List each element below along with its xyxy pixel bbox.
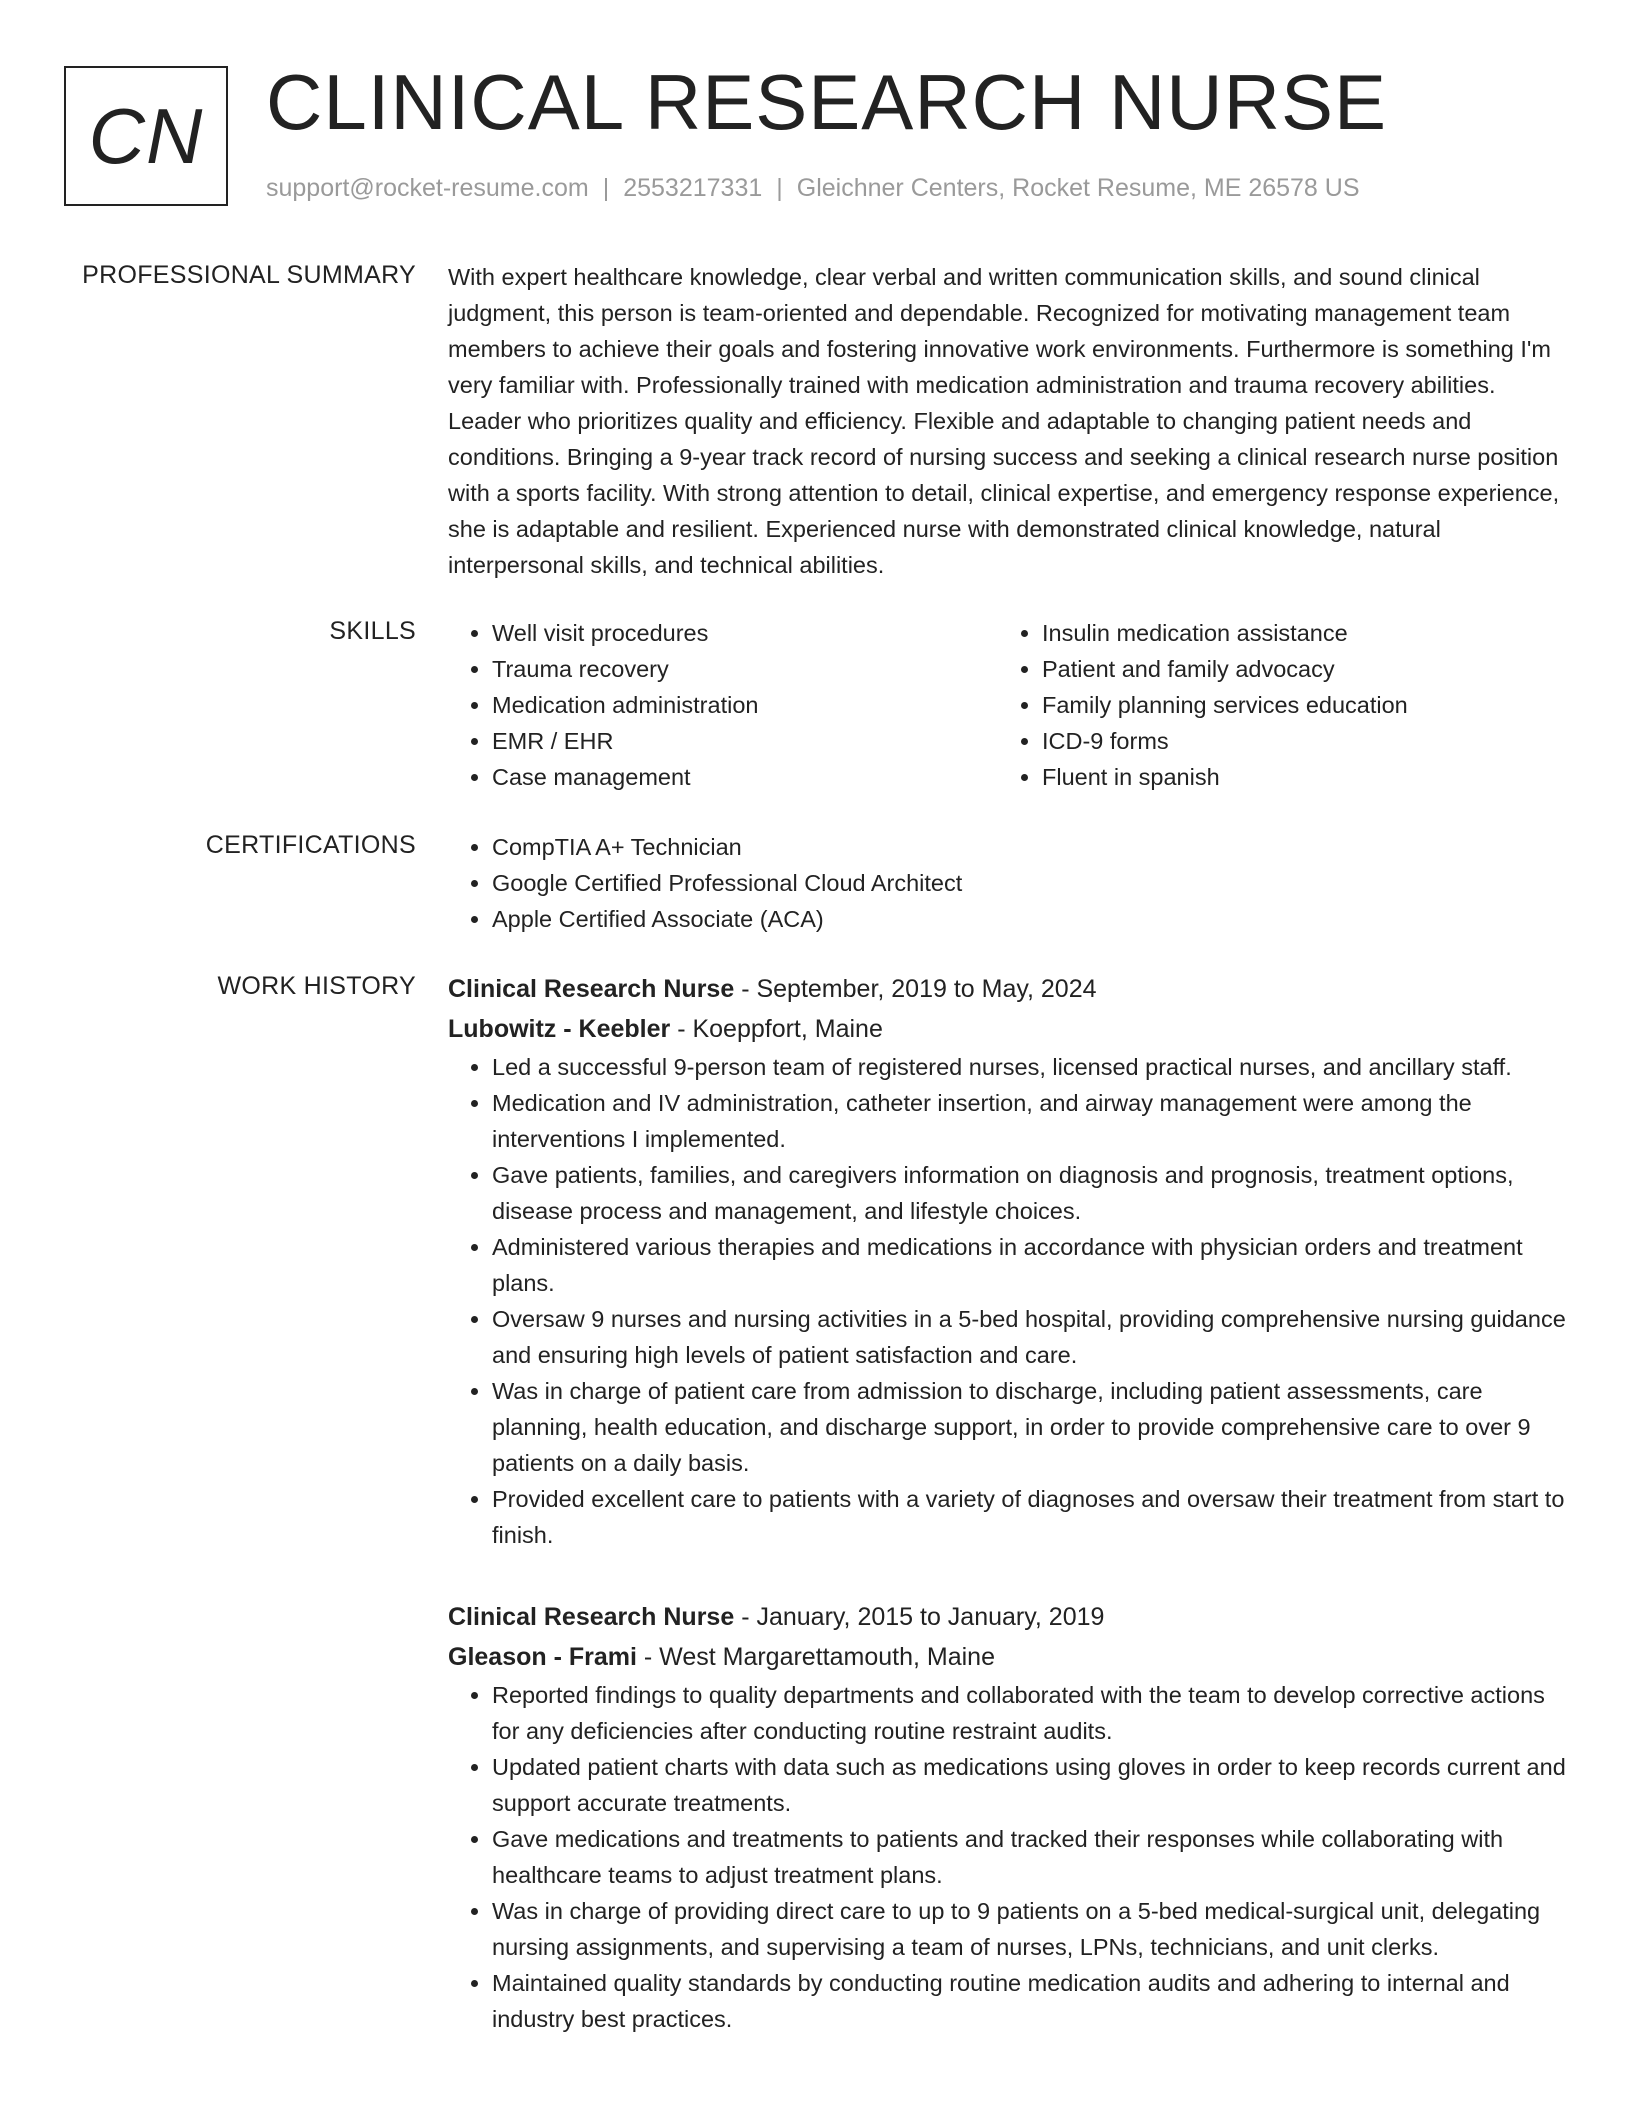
contact-phone[interactable]: 2553217331 [623,174,763,202]
job-bullet: • Updated patient charts with data such as medications using gloves in order to keep records current and support accurate treatments. [492,1749,1570,1821]
skill-item: • Well visit procedures [492,615,998,651]
job-bullets [448,1677,1570,2037]
job-bullet: • Led a successful 9-person team of registered nurses, licensed practical nurses, and ancillary staff. [492,1049,1570,1085]
job-employer: Lubowitz - Keebler [448,1015,671,1043]
skill-item: • Medication administration [492,687,998,723]
certification-item: • Apple Certified Associate (ACA) [492,901,1570,937]
job-bullet: • Oversaw 9 nurses and nursing activities in a 5-bed hospital, providing comprehensive nursing guidance and ensuring high levels of patient satisfaction and care. [492,1301,1570,1373]
job-employer: Gleason - Frami [448,1643,637,1671]
job-employer-line [448,1009,1570,1049]
summary-text: With expert healthcare knowledge, clear verbal and written communication skills, and sound clinical judgment, this person is team-oriented and dependable. Recognized for motivating management team members to achieve their goals and fostering innovative work environments. Furthermore is something I'm very familiar with. Professionally trained with medication administration and trauma recovery abilities. Leader who prioritizes quality and efficiency. Flexible and adaptable to changing patient needs and conditions. Bringing a 9-year track record of nursing success and seeking a clinical research nurse position with a sports facility. With strong attention to detail, clinical expertise, and emergency response experience, she is adaptable and resilient. Experienced nurse with demonstrated clinical knowledge, natural interpersonal skills, and technical abilities. [448,264,1560,578]
certifications-list [448,829,1570,937]
contact-address: Gleichner Centers, Rocket Resume, ME 26578 US [796,174,1360,202]
job-bullet: • Reported findings to quality departments and collaborated with the team to develop corrective actions for any deficiencies after conducting routine restraint audits. [492,1677,1570,1749]
skills-body [448,615,1570,795]
job-bullet: • Gave medications and treatments to patients and tracked their responses while collaborating with healthcare teams to adjust treatment plans. [492,1821,1570,1893]
job-entry [448,969,1570,1553]
certification-item: • CompTIA A+ Technician [492,829,1570,865]
skill-item: • Insulin medication assistance [1042,615,1558,651]
section-label-skills: SKILLS [329,617,416,645]
work-history-body [448,969,1570,2037]
job-bullet: • Medication and IV administration, catheter insertion, and airway management were among the interventions I implemented. [492,1085,1570,1157]
certification-item: • Google Certified Professional Cloud Architect [492,865,1570,901]
summary-body [448,259,1570,583]
section-label-work-history: WORK HISTORY [217,972,416,1000]
skill-item: • Family planning services education [1042,687,1558,723]
job-title: Clinical Research Nurse [448,975,735,1003]
job-employer-line [448,1637,1570,1677]
job-location: - Koeppfort, Maine [677,1015,883,1043]
skill-item: • Case management [492,759,998,795]
section-label-certifications: CERTIFICATIONS [205,831,416,859]
skill-item: • ICD-9 forms [1042,723,1558,759]
job-bullet: • Gave patients, families, and caregivers information on diagnosis and prognosis, treatment options, disease process and management, and lifestyle choices. [492,1157,1570,1229]
job-dates: - January, 2015 to January, 2019 [741,1603,1105,1631]
job-bullet: • Was in charge of providing direct care to up to 9 patients on a 5-bed medical-surgical unit, delegating nursing assignments, and supervising a team of nurses, LPNs, technicians, and unit clerks. [492,1893,1570,1965]
job-title-line [448,1597,1570,1637]
job-bullet: • Administered various therapies and medications in accordance with physician orders and treatment plans. [492,1229,1570,1301]
job-bullets [448,1049,1570,1553]
job-bullet: • Maintained quality standards by conducting routine medication audits and adhering to internal and industry best practices. [492,1965,1570,2037]
job-bullet: • Was in charge of patient care from admission to discharge, including patient assessments, care planning, health education, and discharge support, in order to provide comprehensive care to over 9 patients on a daily basis. [492,1373,1570,1481]
skill-item: • Fluent in spanish [1042,759,1558,795]
contact-separator: | [602,174,610,202]
job-bullet: • Provided excellent care to patients with a variety of diagnoses and oversaw their treatment from start to finish. [492,1481,1570,1553]
contact-separator: | [776,174,783,202]
monogram-logo: CN [64,66,228,206]
job-entry [448,1597,1570,2037]
certifications-body [448,829,1570,937]
job-title-line [448,969,1570,1009]
job-location: - West Margarettamouth, Maine [643,1643,995,1671]
job-dates: - September, 2019 to May, 2024 [741,975,1097,1003]
page-title: CLINICAL RESEARCH NURSE [266,58,1388,146]
job-title: Clinical Research Nurse [448,1603,735,1631]
contact-line [266,174,1360,203]
skills-list-right [998,615,1558,795]
section-label-summary: PROFESSIONAL SUMMARY [82,261,416,289]
skill-item: • Trauma recovery [492,651,998,687]
skills-grid [448,615,1570,795]
skill-item: • EMR / EHR [492,723,998,759]
skills-list-left [448,615,998,795]
skill-item: • Patient and family advocacy [1042,651,1558,687]
contact-email[interactable]: support@rocket-resume.com [266,174,589,202]
